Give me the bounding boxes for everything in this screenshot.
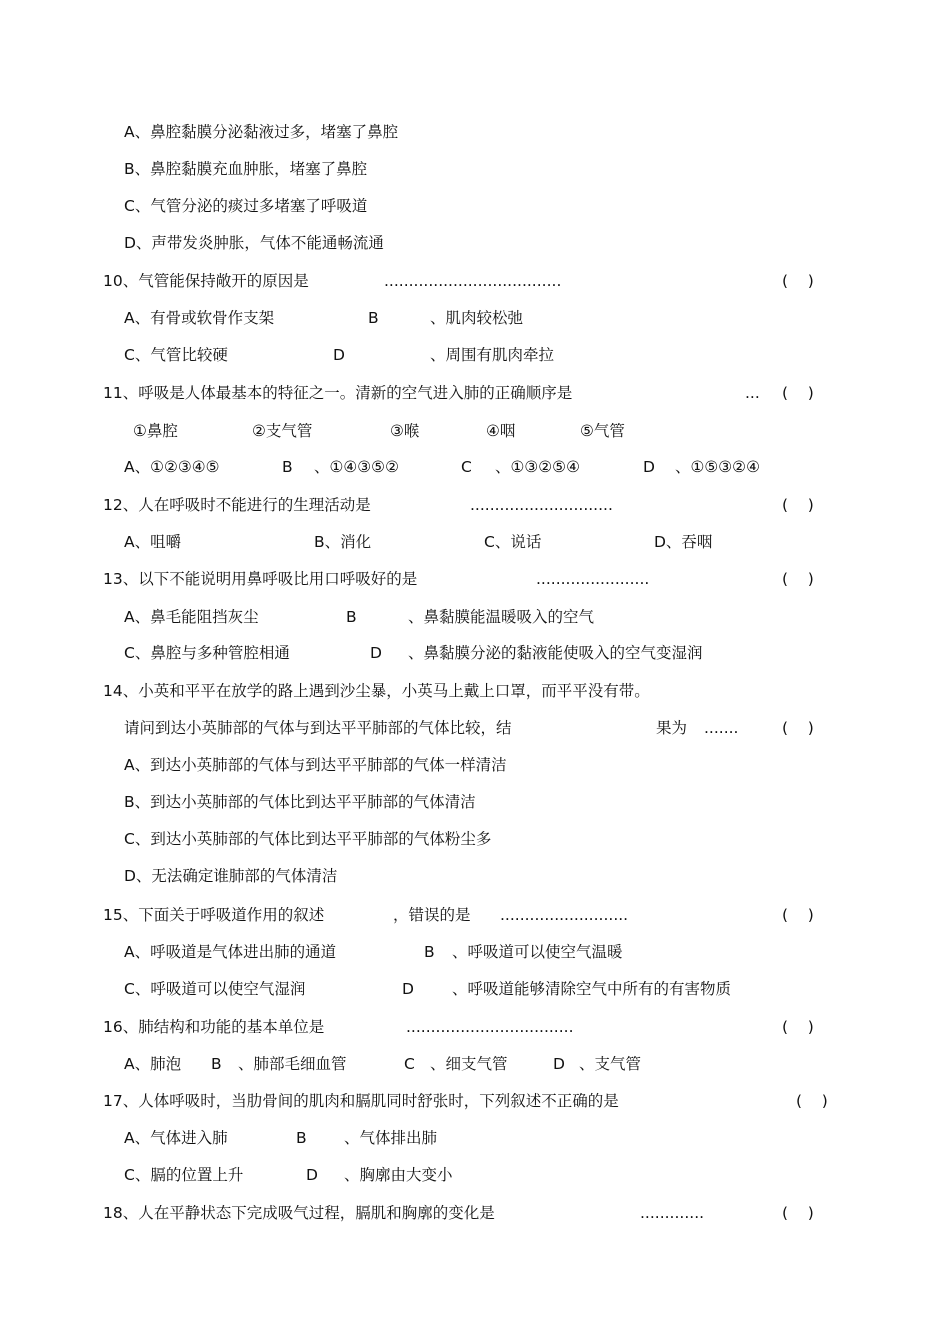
q14-option-a: A、到达小英肺部的气体与到达平平肺部的气体一样清洁 xyxy=(124,756,507,774)
q16-option-c: 、细支气管 xyxy=(430,1055,508,1073)
q13-answer-paren: ( ) xyxy=(782,570,814,588)
q9-option-a: A、鼻腔黏膜分泌黏液过多，堵塞了鼻腔 xyxy=(124,123,399,141)
q9-option-c: C、气管分泌的痰过多堵塞了呼吸道 xyxy=(124,197,368,215)
q17-option-b-letter: B xyxy=(296,1129,307,1147)
q12-answer-paren: ( ) xyxy=(782,496,814,514)
q10-stem: 10、气管能保持敞开的原因是 xyxy=(103,272,309,290)
q13-option-c: C、鼻腔与多种管腔相通 xyxy=(124,644,290,662)
q16-option-d: 、支气管 xyxy=(579,1055,642,1073)
q14-option-c: C、到达小英肺部的气体比到达平平肺部的气体粉尘多 xyxy=(124,830,492,848)
q10-option-d: 、周围有肌肉牵拉 xyxy=(430,346,555,364)
q15-answer-paren: ( ) xyxy=(782,906,814,924)
q12-option-c: C、说话 xyxy=(484,533,542,551)
q16-option-a: A、肺泡 xyxy=(124,1055,182,1073)
q17-option-d: 、胸廓由大变小 xyxy=(344,1166,453,1184)
q10-option-b-letter: B xyxy=(368,309,379,327)
q16-stem: 16、肺结构和功能的基本单位是 xyxy=(103,1018,325,1036)
q14-option-d: D、无法确定谁肺部的气体清洁 xyxy=(124,867,338,885)
q13-dots: ....................... xyxy=(536,570,650,588)
q14-dots: ....... xyxy=(704,719,739,737)
q11-item-larynx: ③喉 xyxy=(390,422,420,440)
q11-item-pharynx: ④咽 xyxy=(486,422,516,440)
q10-option-a: A、有骨或软骨作支架 xyxy=(124,309,275,327)
q11-option-d: 、①⑤③②④ xyxy=(675,458,760,476)
q11-option-a: A、①②③④⑤ xyxy=(124,458,220,476)
q11-answer-paren: ( ) xyxy=(782,384,814,402)
q13-option-d-letter: D xyxy=(370,644,382,662)
q15-option-c: C、呼吸道可以使空气湿润 xyxy=(124,980,306,998)
q13-option-d: 、鼻黏膜分泌的黏液能使吸入的空气变湿润 xyxy=(408,644,703,662)
q12-dots: ............................. xyxy=(470,496,613,514)
q15-stem: 15、下面关于呼吸道作用的叙述 xyxy=(103,906,325,924)
q9-option-d: D、声带发炎肿胀，气体不能通畅流通 xyxy=(124,234,384,252)
q11-item-nasal-cavity: ①鼻腔 xyxy=(133,422,178,440)
q17-answer-paren: ( ) xyxy=(796,1092,828,1110)
q14-option-b: B、到达小英肺部的气体比到达平平肺部的气体清洁 xyxy=(124,793,476,811)
q10-option-b: 、肌肉较松弛 xyxy=(430,309,524,327)
q14-stem: 14、小英和平平在放学的路上遇到沙尘暴，小英马上戴上口罩，而平平没有带。 xyxy=(103,682,650,700)
q17-option-c: C、膈的位置上升 xyxy=(124,1166,244,1184)
q13-option-a: A、鼻毛能阻挡灰尘 xyxy=(124,608,259,626)
q16-dots: .................................. xyxy=(406,1018,574,1036)
q15-option-b-letter: B xyxy=(424,943,435,961)
q14-answer-paren: ( ) xyxy=(782,719,814,737)
q10-answer-paren: ( ) xyxy=(782,272,814,290)
q17-option-b: 、气体排出肺 xyxy=(344,1129,438,1147)
q11-item-trachea: ⑤气管 xyxy=(580,422,625,440)
q11-option-b-letter: B xyxy=(282,458,293,476)
q11-dots: ... xyxy=(745,384,760,402)
q16-option-b-letter: B xyxy=(211,1055,222,1073)
q13-option-b: 、鼻黏膜能温暖吸入的空气 xyxy=(408,608,595,626)
q18-answer-paren: ( ) xyxy=(782,1204,814,1222)
q18-stem: 18、人在平静状态下完成吸气过程，膈肌和胸廓的变化是 xyxy=(103,1204,495,1222)
q15-option-d-letter: D xyxy=(402,980,414,998)
q15-stem-part2: ，错误的是 xyxy=(393,906,471,924)
q16-option-c-letter: C xyxy=(404,1055,415,1073)
q9-option-b: B、鼻腔黏膜充血肿胀，堵塞了鼻腔 xyxy=(124,160,368,178)
q15-option-a: A、呼吸道是气体进出肺的通道 xyxy=(124,943,337,961)
q11-option-c: 、①③②⑤④ xyxy=(495,458,580,476)
q16-option-d-letter: D xyxy=(553,1055,565,1073)
q12-option-a: A、咀嚼 xyxy=(124,533,182,551)
q11-option-d-letter: D xyxy=(643,458,655,476)
q12-option-b: B、消化 xyxy=(314,533,372,551)
q14-stem-line2-end: 果为 xyxy=(656,719,688,737)
q11-item-bronchus: ②支气管 xyxy=(252,422,313,440)
q14-stem-line2: 请问到达小英肺部的气体与到达平平肺部的气体比较，结 xyxy=(124,719,512,737)
q16-answer-paren: ( ) xyxy=(782,1018,814,1036)
q18-dots: ............. xyxy=(640,1204,705,1222)
q15-option-b: 、呼吸道可以使空气温暖 xyxy=(452,943,623,961)
q17-option-a: A、气体进入肺 xyxy=(124,1129,228,1147)
q13-stem: 13、以下不能说明用鼻呼吸比用口呼吸好的是 xyxy=(103,570,418,588)
q17-stem: 17、人体呼吸时，当肋骨间的肌肉和膈肌同时舒张时，下列叙述不正确的是 xyxy=(103,1092,619,1110)
q13-option-b-letter: B xyxy=(346,608,357,626)
q11-option-b: 、①④③⑤② xyxy=(314,458,399,476)
q17-option-d-letter: D xyxy=(306,1166,318,1184)
q15-option-d: 、呼吸道能够清除空气中所有的有害物质 xyxy=(452,980,732,998)
q10-option-c: C、气管比较硬 xyxy=(124,346,228,364)
q16-option-b: 、肺部毛细血管 xyxy=(238,1055,347,1073)
q10-option-d-letter: D xyxy=(333,346,345,364)
q12-stem: 12、人在呼吸时不能进行的生理活动是 xyxy=(103,496,371,514)
q11-option-c-letter: C xyxy=(461,458,472,476)
q10-dots: .................................... xyxy=(384,272,562,290)
q11-stem: 11、呼吸是人体最基本的特征之一。清新的空气进入肺的正确顺序是 xyxy=(103,384,573,402)
q12-option-d: D、吞咽 xyxy=(654,533,713,551)
q15-dots: .......................... xyxy=(500,906,629,924)
